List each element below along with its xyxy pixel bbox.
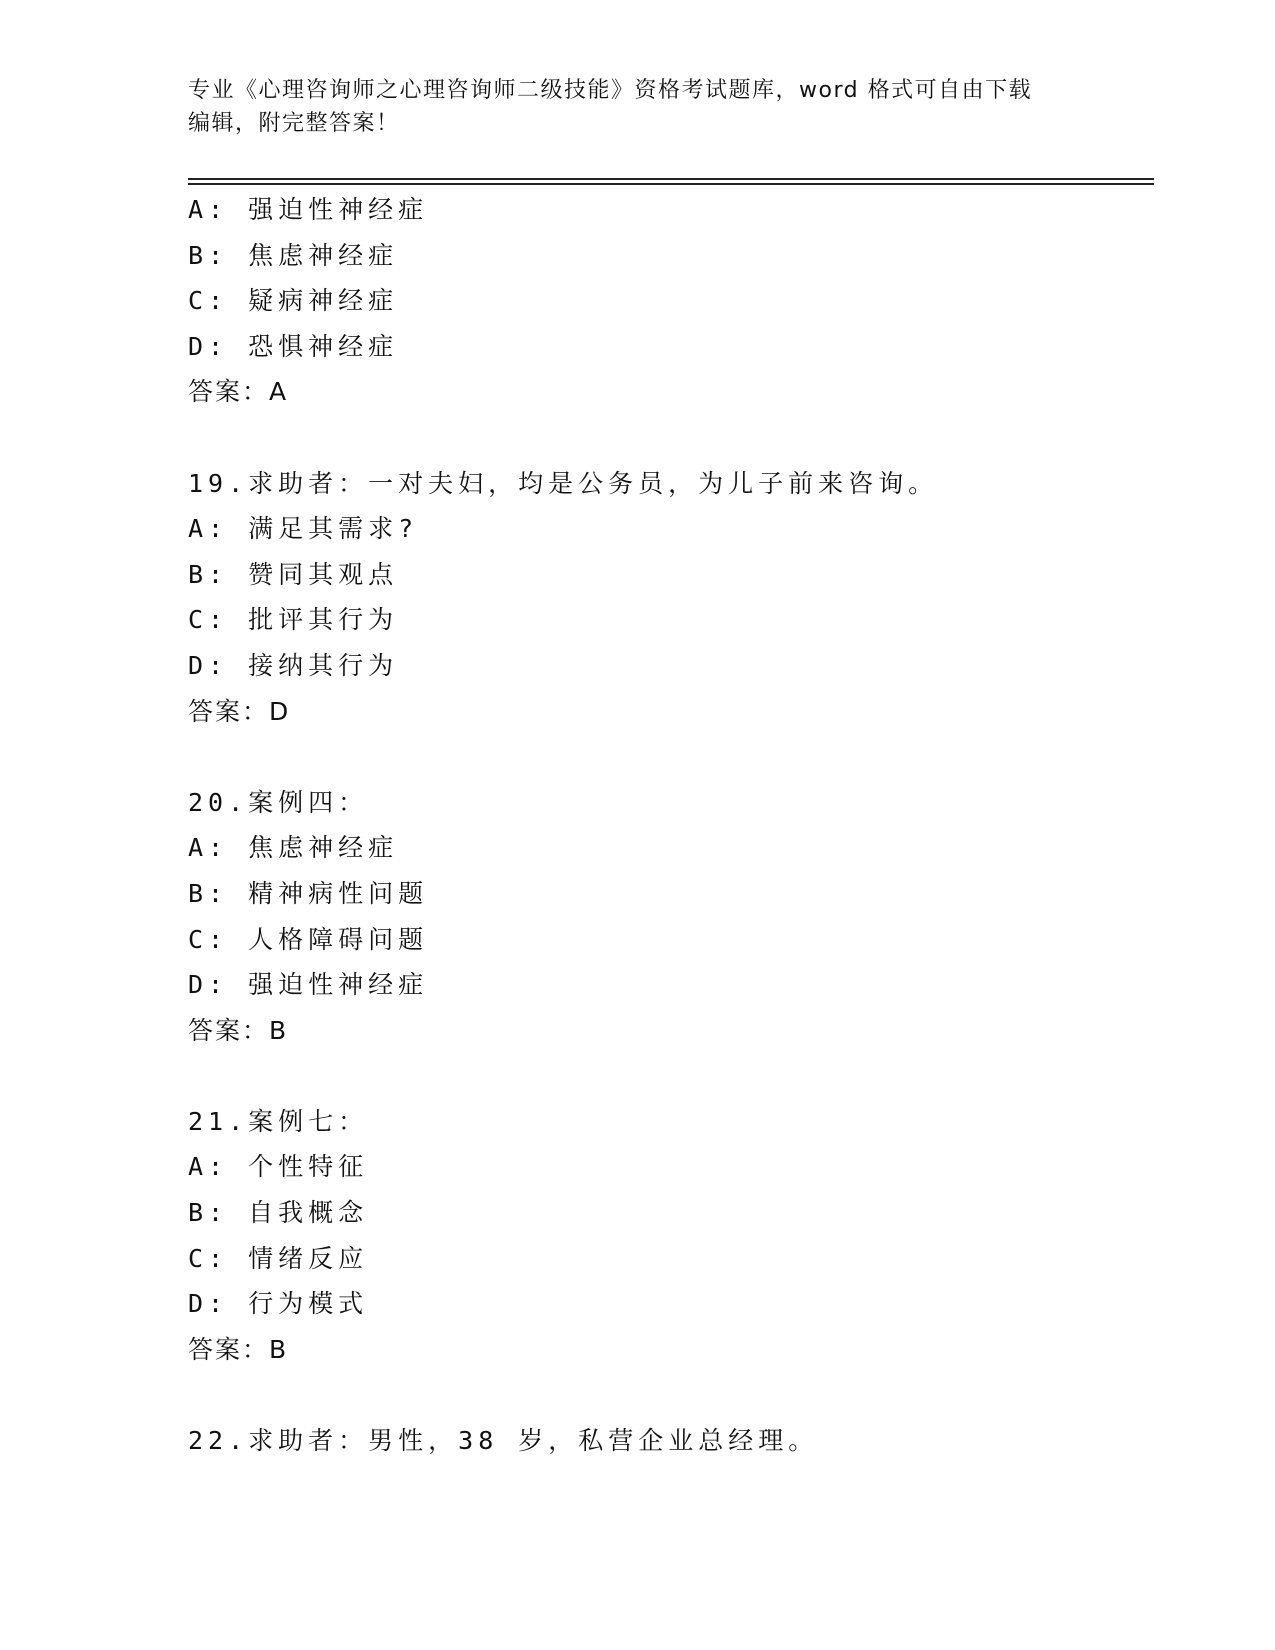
question-text: 22.求助者：男性，38 岁，私营企业总经理。 — [188, 1426, 819, 1456]
question-text: 19.求助者：一对夫妇，均是公务员，为儿子前来咨询。 — [188, 468, 939, 498]
option-a: A: 满足其需求? — [188, 514, 419, 544]
option-b: B: 焦虑神经症 — [188, 240, 399, 270]
question-block-18 — [188, 187, 1148, 415]
spacer — [188, 1053, 1148, 1099]
question-block-22 — [188, 1418, 1148, 1464]
question-block-20 — [188, 780, 1148, 1054]
option-c: C: 疑病神经症 — [188, 286, 399, 316]
spacer — [188, 1372, 1148, 1418]
option-b: B: 自我概念 — [188, 1198, 369, 1228]
option-c: C: 人格障碍问题 — [188, 924, 429, 954]
question-block-21 — [188, 1099, 1148, 1373]
header-line-1: 专业《心理咨询师之心理咨询师二级技能》资格考试题库，word 格式可自由下载 — [188, 78, 1033, 103]
option-d: D: 恐惧神经症 — [188, 331, 399, 361]
answer-line: 答案：D — [188, 696, 291, 726]
spacer — [188, 734, 1148, 780]
question-block-19 — [188, 461, 1148, 735]
option-c: C: 批评其行为 — [188, 605, 399, 635]
question-text: 21.案例七： — [188, 1106, 369, 1136]
question-text: 20.案例四： — [188, 787, 369, 817]
option-b: B: 精神病性问题 — [188, 878, 429, 908]
answer-line: 答案：A — [188, 377, 289, 407]
header-divider-top — [188, 178, 1154, 180]
document-header — [188, 74, 1088, 140]
option-d: D: 强迫性神经症 — [188, 970, 429, 1000]
option-a: A: 强迫性神经症 — [188, 195, 429, 224]
option-a: A: 焦虑神经症 — [188, 833, 399, 863]
option-b: B: 赞同其观点 — [188, 559, 399, 589]
answer-line: 答案：B — [188, 1334, 289, 1364]
option-d: D: 行为模式 — [188, 1289, 369, 1319]
header-line-2: 编辑，附完整答案！ — [188, 111, 400, 136]
spacer — [188, 415, 1148, 461]
option-c: C: 情绪反应 — [188, 1243, 369, 1273]
question-list — [188, 187, 1148, 1464]
header-divider-bottom — [188, 183, 1154, 185]
option-d: D: 接纳其行为 — [188, 650, 399, 680]
answer-line: 答案：B — [188, 1015, 289, 1045]
option-a: A: 个性特征 — [188, 1152, 369, 1182]
